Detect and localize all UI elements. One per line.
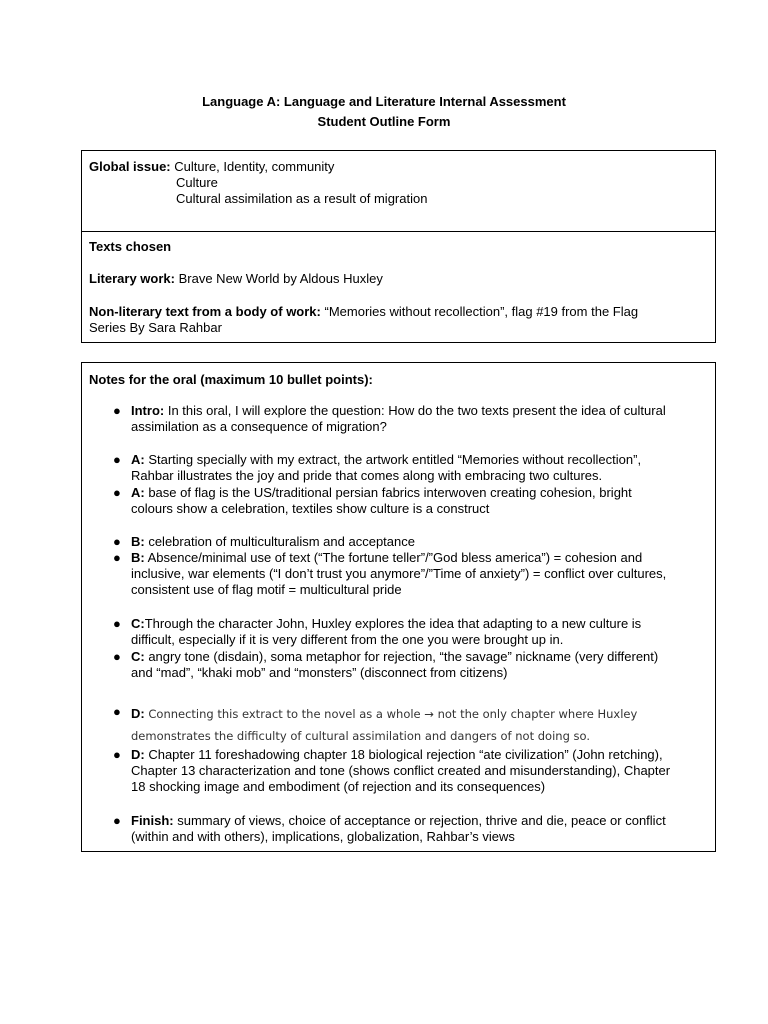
global-issue-line: Cultural assimilation as a result of migration: [176, 191, 428, 206]
list-item: C: angry tone (disdain), soma metaphor for rejection, “the savage” nickname (very different) and “mad”, “khaki mob” and “monsters” (disconnect from citizens): [131, 649, 659, 680]
global-issue-cell: [82, 151, 715, 232]
nonliterary-label: Non-literary text from a body of work:: [89, 304, 321, 319]
bullet-icon: ●: [113, 649, 121, 664]
texts-table: [81, 150, 716, 343]
list-item: B: Absence/minimal use of text (“The fortune teller”/”God bless america”) = cohesion and inclusive, war elements (“I don’t trust you anymore”/”Time of anxiety”) = conflict over cultures, consistent use of flag motif = multicultural pride: [131, 550, 667, 597]
global-issue-line: Culture: [176, 175, 218, 190]
form-title: Language A: Language and Literature Internal Assessment: [202, 94, 566, 109]
list-item: A: Starting specially with my extract, the artwork entitled “Memories without recollection”, Rahbar illustrates the joy and pride that comes along with embracing two cultures.: [131, 452, 642, 483]
bullet-icon: ●: [113, 550, 121, 565]
list-item: D: Chapter 11 foreshadowing chapter 18 biological rejection “ate civilization” (John retching), Chapter 13 characterization and tone (shows conflict created and misunderstanding), Chapter 18 shocking image and embodiment (of rejection and its consequences): [131, 747, 671, 794]
list-item: A: base of flag is the US/traditional persian fabrics interwoven creating cohesion, bright colours show a celebration, textiles show culture is a construct: [131, 485, 632, 516]
texts-chosen-cell: [82, 231, 715, 343]
list-item: Intro: In this oral, I will explore the question: How do the two texts present the idea of cultural assimilation as a consequence of migration?: [131, 403, 666, 434]
texts-chosen-heading: Texts chosen: [89, 239, 172, 254]
list-item: Finish: summary of views, choice of acceptance or rejection, thrive and die, peace or conflict (within and with others), implications, globalization, Rahbar’s views: [131, 813, 666, 844]
bullet-icon: ●: [113, 747, 121, 762]
global-issue-line: Culture, Identity, community: [174, 159, 335, 174]
list-item: B: celebration of multiculturalism and acceptance: [131, 534, 415, 549]
bullet-icon: ●: [113, 813, 121, 828]
global-issue-label: Global issue:: [89, 159, 171, 174]
notes-heading: Notes for the oral (maximum 10 bullet points):: [89, 372, 373, 387]
bullet-icon: ●: [113, 534, 121, 549]
literary-work-value: Brave New World by Aldous Huxley: [178, 271, 383, 286]
bullet-icon: ●: [113, 704, 121, 719]
bullet-icon: ●: [113, 403, 121, 418]
form-subtitle: Student Outline Form: [317, 114, 451, 129]
bullet-icon: ●: [113, 616, 121, 631]
list-item: C:Through the character John, Huxley explores the idea that adapting to a new culture is difficult, especially if it is very different from the one you were brought up in.: [131, 616, 642, 647]
list-item: D: Connecting this extract to the novel as a whole → not the only chapter where Huxley demonstrates the difficulty of cultural assimilation and dangers of not doing so.: [131, 706, 638, 743]
literary-work-label: Literary work:: [89, 271, 175, 286]
nonliterary-value-cont: Series By Sara Rahbar: [89, 320, 222, 335]
bullet-icon: ●: [113, 452, 121, 467]
bullet-icon: ●: [113, 485, 121, 500]
nonliterary-value: “Memories without recollection”, flag #19 from the Flag: [324, 304, 639, 319]
